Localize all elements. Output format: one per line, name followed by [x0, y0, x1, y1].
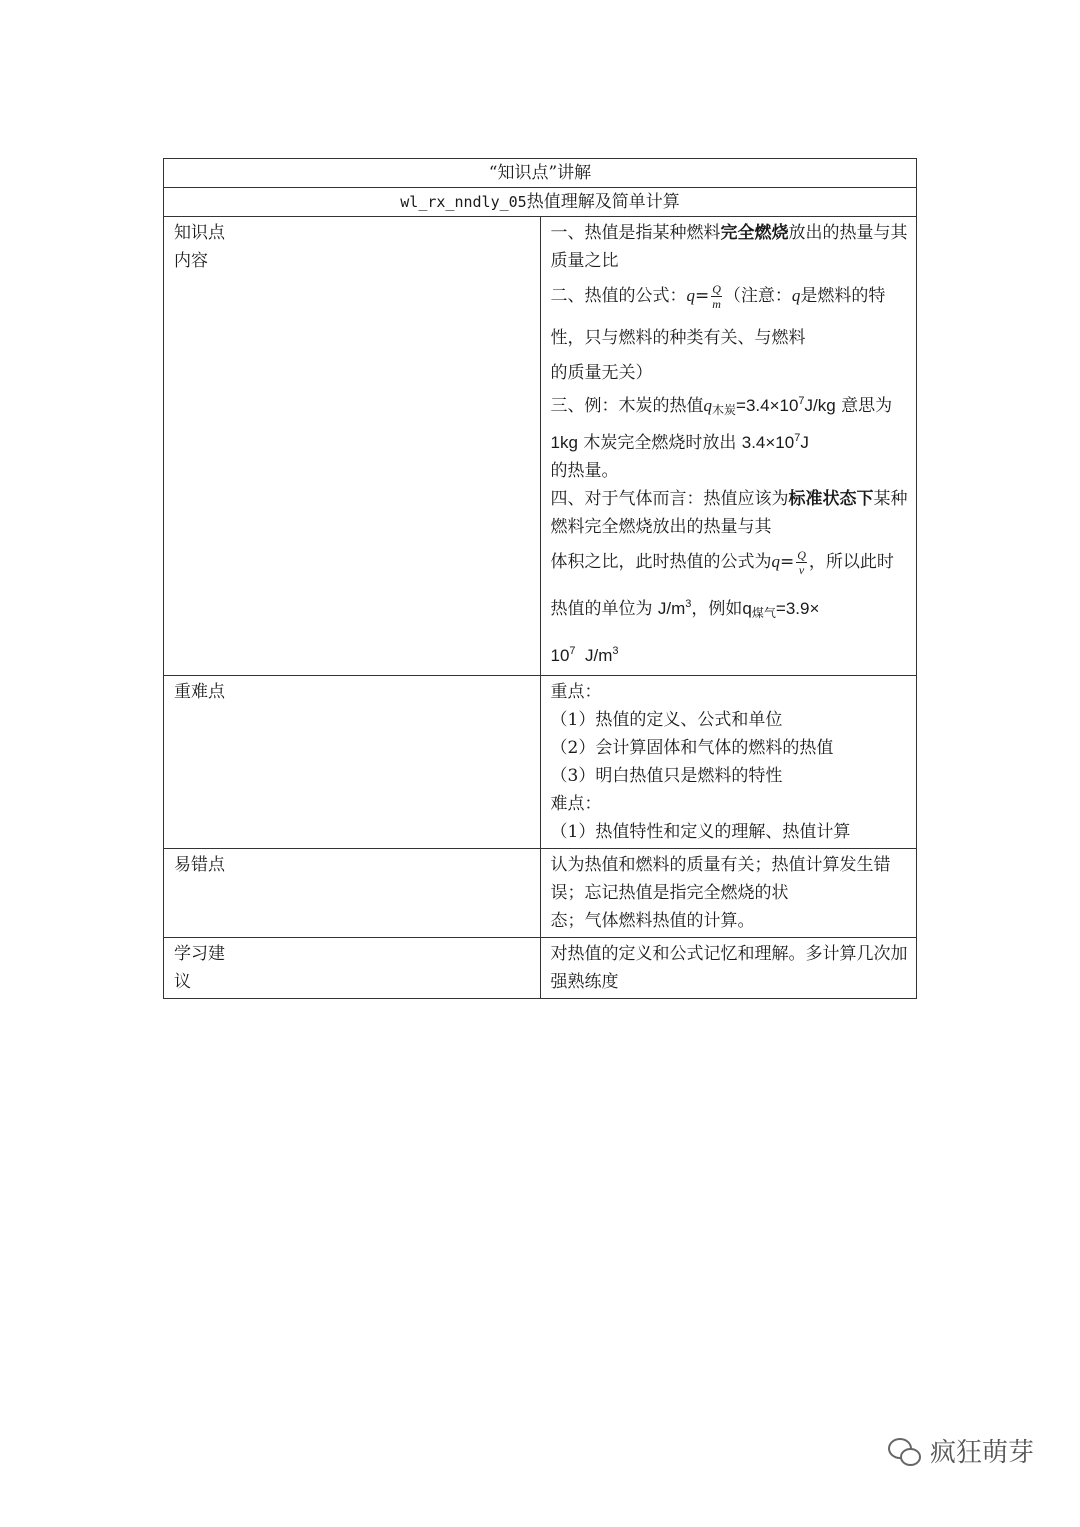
p1-post: 放出的热量与其质量之比: [550, 223, 908, 271]
p3-kg: 1kg: [550, 433, 578, 452]
p2-note-pre: （注意：: [723, 286, 792, 306]
table-title: “知识点”讲解: [164, 159, 917, 188]
key-point-1: （1）热值的定义、公式和单位: [550, 710, 783, 730]
formula-fraction-mass: [711, 282, 722, 311]
p2-note-q: q: [791, 286, 801, 305]
advice-content: 对热值的定义和公式记忆和理解。多计算几次加强熟练度: [540, 938, 917, 999]
p4b-numerator: Q: [797, 548, 806, 562]
p3-val: =3.4×10: [736, 396, 799, 415]
key-point-3: （3）明白热值只是燃料的特性: [550, 766, 783, 786]
hard-points-title: 难点：: [550, 794, 602, 814]
p4b-q: q: [771, 552, 780, 571]
p2-denominator: m: [712, 297, 721, 311]
key-point-2: （2）会计算固体和气体的燃料的热值: [550, 738, 834, 758]
p4-bold: 标准状态下: [788, 489, 874, 508]
difficulty-row: [164, 676, 917, 849]
p4b-eq: =: [780, 552, 795, 572]
mistakes-label: 易错点: [164, 849, 541, 938]
mistakes-row: [164, 849, 917, 938]
difficulty-content: [540, 676, 917, 849]
knowledge-label-line2: 内容: [174, 251, 208, 271]
knowledge-label-line1: 知识点: [174, 223, 225, 243]
code-row: [164, 188, 917, 217]
p3-pre: 三、例：木炭的热值: [550, 396, 704, 416]
knowledge-point-3-cont: 的热量。: [550, 461, 619, 481]
p3-j: J: [800, 433, 809, 452]
p2-eq: =: [695, 286, 710, 306]
p3-mid: 意思为: [835, 396, 893, 416]
p2-q: q: [686, 286, 695, 305]
p4c-unit-exp: 3: [612, 645, 619, 657]
title-row: [164, 159, 917, 188]
watermark-text: 疯狂萌芽: [930, 1438, 1035, 1468]
p4-pre: 四、对于气体而言：热值应该为: [550, 489, 789, 509]
mistakes-content: [540, 849, 917, 938]
p1-pre: 一、热值是指某种燃料: [550, 223, 721, 243]
p3-exp: 7: [798, 395, 805, 407]
p3-val2: 3.4×10: [741, 433, 795, 452]
p2-pre: 二、热值的公式：: [550, 286, 687, 306]
difficulty-label: 重难点: [164, 676, 541, 849]
key-points-title: 重点：: [550, 682, 602, 702]
mistakes-line-2: 态；气体燃料热值的计算。: [550, 911, 755, 931]
knowledge-label: [164, 217, 541, 676]
p4b-sub: 煤气: [751, 606, 776, 620]
p4c-base: 10: [550, 646, 570, 665]
p2-numerator: Q: [712, 282, 721, 296]
p3-sub: 木炭: [712, 403, 737, 417]
lesson-code: [164, 188, 917, 217]
knowledge-content: [540, 217, 917, 676]
p3-exp2: 7: [794, 432, 801, 444]
p3-q: q: [703, 396, 712, 415]
knowledge-point-4-cont: [551, 541, 911, 634]
p4b-unit: J/m: [657, 599, 686, 618]
lesson-topic: 热值理解及简单计算: [526, 192, 680, 212]
wechat-icon: [888, 1436, 922, 1466]
advice-label-line2: 议: [174, 972, 191, 992]
knowledge-point-2-cont: 的质量无关）: [550, 363, 653, 383]
knowledge-point-1: [551, 219, 911, 275]
hard-point-1: （1）热值特性和定义的理解、热值计算: [550, 822, 851, 842]
knowledge-point-4: [551, 485, 911, 541]
lesson-code-id: wl_rx_nndly_05: [400, 193, 527, 211]
p4c-unit: J/m: [585, 646, 613, 665]
p4b-mid2: ，例如: [691, 599, 743, 619]
knowledge-table: [163, 158, 917, 999]
p2-note-post: 是燃料的特性，只与燃料的种类有关、与燃料: [550, 286, 886, 348]
p4b-denominator: v: [798, 563, 805, 577]
p4b-pre: 体积之比，此时热值的公式为: [550, 552, 772, 572]
watermark: [888, 1432, 1034, 1469]
knowledge-point-2: [551, 275, 911, 359]
p4b-q2: q: [742, 599, 752, 618]
advice-label-line1: 学习建: [174, 944, 225, 964]
p4b-unit-exp: 3: [685, 598, 692, 610]
mistakes-line-1: 认为热值和燃料的质量有关；热值计算发生错误；忘记热值是指完全燃烧的状: [550, 855, 891, 903]
p4-post: 某种燃料完全燃烧放出的热量与其: [550, 489, 908, 537]
advice-row: [164, 938, 917, 999]
p4c-exp: 7: [569, 645, 576, 657]
p4b-mid: ，所以此时热值的单位为: [550, 552, 894, 619]
p3-unit: J/kg: [804, 396, 836, 415]
knowledge-point-4-end: [551, 634, 911, 673]
p4b-val: =3.9×: [775, 599, 820, 618]
p1-bold: 完全燃烧: [720, 223, 789, 242]
p3-mid2: 木炭完全燃烧时放出: [577, 433, 742, 453]
knowledge-point-3: [551, 387, 911, 457]
formula-fraction-volume: [796, 548, 807, 577]
knowledge-row: [164, 217, 917, 676]
advice-label: [164, 938, 541, 999]
